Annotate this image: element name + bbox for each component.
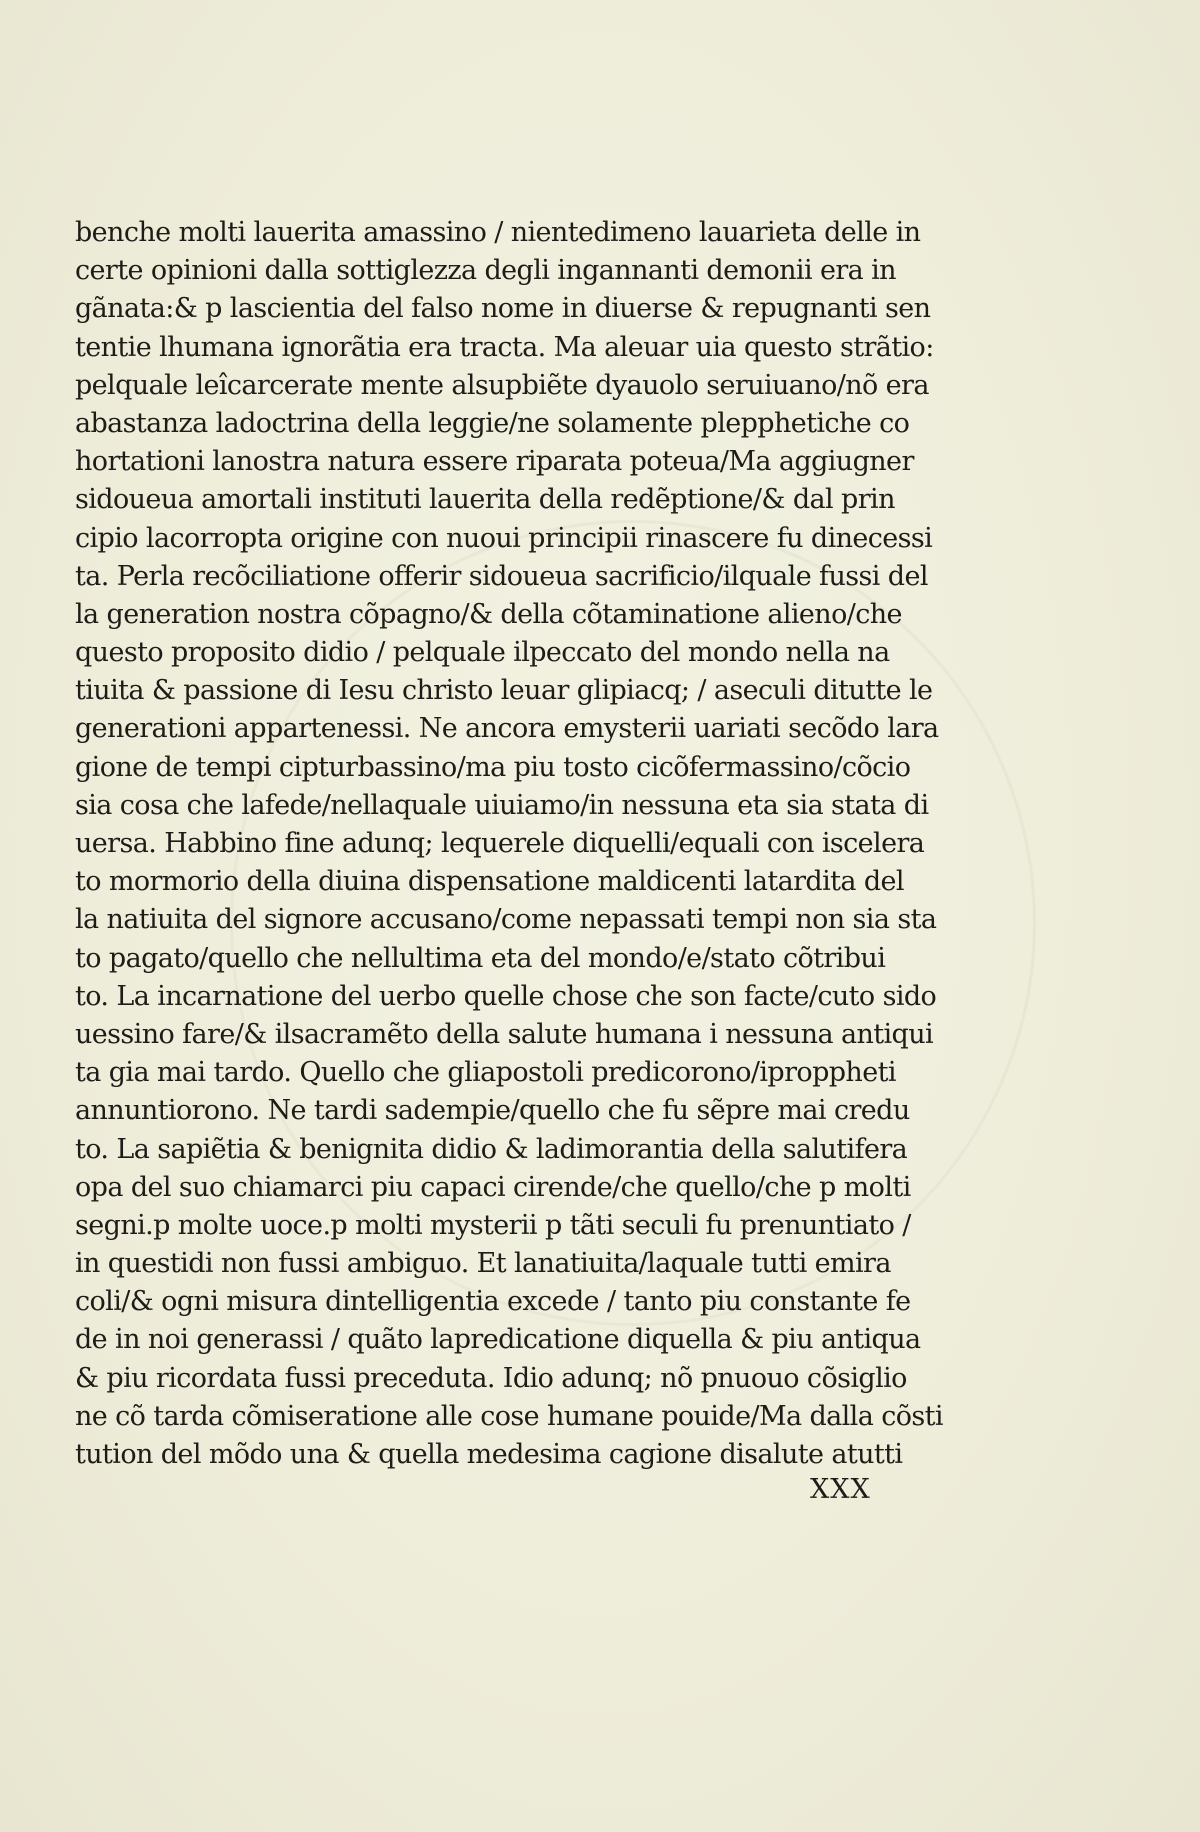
text-line: hortationi lanostra natura essere riparata poteua/Ma aggiugner	[75, 446, 914, 478]
text-line: opa del suo chiamarci piu capaci cirende/che quello/che p molti	[75, 1171, 911, 1203]
text-line: tiuita & passione di Iesu christo leuar glipiacq; / aseculi ditutte le	[75, 675, 933, 707]
text-line: gãnata:& p lascientia del falso nome in diuerse & repugnanti sen	[75, 293, 931, 325]
text-line: certe opinioni dalla sottiglezza degli ingannanti demonii era in	[75, 255, 896, 287]
text-line: tentie lhumana ignorãtia era tracta. Ma aleuar uia questo strãtio:	[75, 331, 934, 363]
text-line: sidoueua amortali instituti lauerita della redẽptione/& dal prin	[75, 484, 895, 516]
text-line: de in noi generassi / quãto lapredicatione diquella & piu antiqua	[75, 1324, 921, 1356]
text-line: cipio lacorropta origine con nuoui principii rinascere fu dinecessi	[75, 522, 933, 554]
text-line: annuntiorono. Ne tardi sadempie/quello che fu sẽpre mai credu	[75, 1095, 910, 1127]
signature-mark: XXX	[810, 1474, 871, 1505]
text-line: segni.p molte uoce.p molti mysterii p tãti seculi fu prenuntiato /	[75, 1209, 911, 1241]
text-line: in questidi non fussi ambiguo. Et lanatiuita/laquale tutti emira	[75, 1248, 891, 1280]
text-line: uessino fare/& ilsacramẽto della salute humana i nessuna antiqui	[75, 1018, 934, 1050]
text-line: generationi appartenessi. Ne ancora emysterii uariati secõdo lara	[75, 713, 939, 745]
text-line: to. La sapiẽtia & benignita didio & ladimorantia della salutifera	[75, 1133, 908, 1165]
text-line: tution del mõdo una & quella medesima cagione disalute atutti	[75, 1439, 903, 1470]
text-line: abastanza ladoctrina della leggie/ne solamente plepphetiche co	[75, 407, 910, 439]
text-line: ta gia mai tardo. Quello che gliapostoli predicorono/iproppheti	[75, 1057, 896, 1089]
text-line: ne cõ tarda cõmiseratione alle cose humane pouide/Ma dalla cõsti	[75, 1400, 943, 1432]
text-line: uersa. Habbino fine adunq; lequerele diquelli/equali con iscelera	[75, 828, 925, 859]
text-line: to mormorio della diuina dispensatione maldicenti latardita del	[75, 866, 904, 898]
text-line: pelquale leîcarcerate mente alsupbiẽte dyauolo seruiuano/nõ era	[75, 369, 929, 401]
text-line: la generation nostra cõpagno/& della cõtaminatione alieno/che	[75, 598, 902, 630]
text-line: to. La incarnatione del uerbo quelle chose che son facte/cuto sido	[75, 980, 937, 1012]
text-line: benche molti lauerita amassino / nientedimeno lauarieta delle in	[75, 217, 921, 248]
text-block	[75, 214, 1115, 1474]
text-line: & piu ricordata fussi preceduta. Idio adunq; nõ pnuouo cõsiglio	[75, 1362, 907, 1394]
text-line: sia cosa che lafede/nellaquale uiuiamo/in nessuna eta sia stata di	[75, 789, 929, 821]
text-line: ta. Perla recõciliatione offerir sidoueua sacrificio/ilquale fussi del	[75, 560, 928, 592]
text-line: la natiuita del signore accusano/come nepassati tempi non sia sta	[75, 904, 937, 936]
text-line: gione de tempi cipturbassino/ma piu tosto cicõfermassino/cõcio	[75, 751, 911, 783]
text-line: to pagato/quello che nellultima eta del mondo/e/stato cõtribui	[75, 942, 886, 974]
text-line: questo proposito didio / pelquale ilpeccato del mondo nella na	[75, 637, 890, 669]
text-line: coli/& ogni misura dintelligentia excede / tanto piu constante fe	[75, 1286, 911, 1318]
